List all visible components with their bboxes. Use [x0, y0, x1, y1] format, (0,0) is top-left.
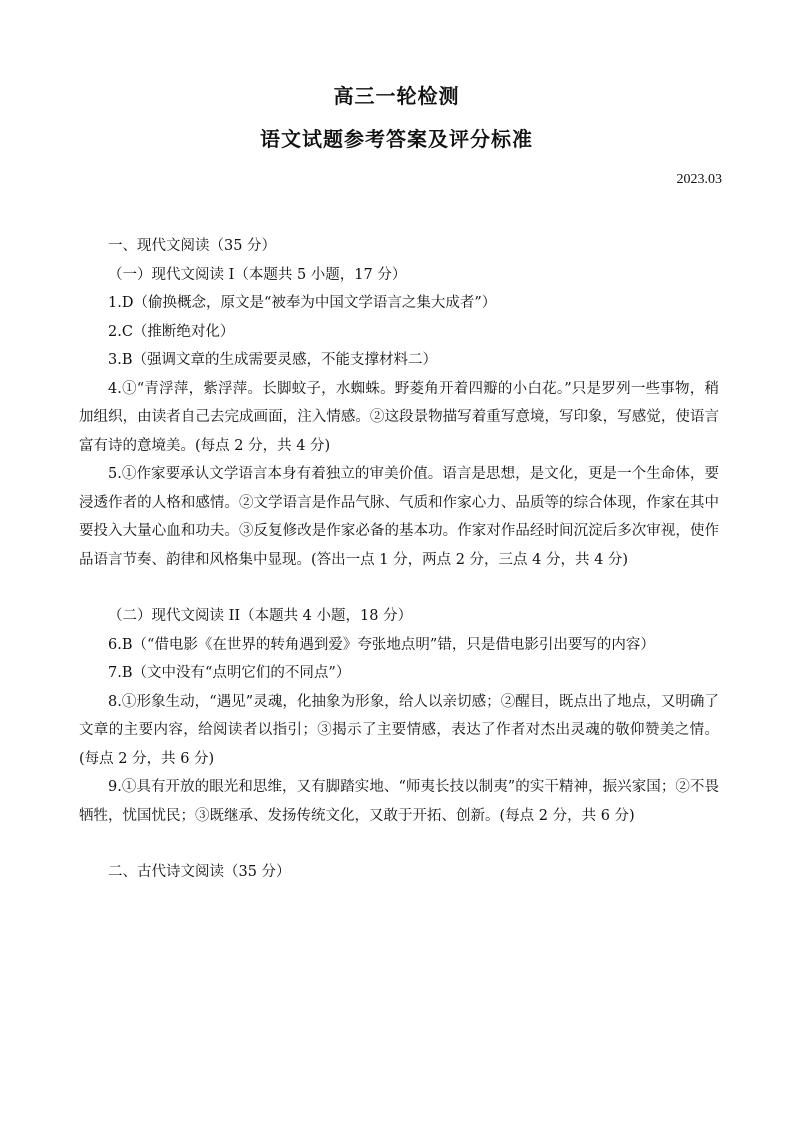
- document-body: [79, 232, 719, 887]
- spacer: [79, 574, 719, 602]
- part-heading-modern-reading-2: （二）现代文阅读 II（本题共 4 小题，18 分）: [108, 608, 413, 624]
- answer-6: 6.B（“借电影《在世界的转角遇到爱》夸张地点明”错，只是借电影引出要写的内容）: [108, 636, 655, 653]
- answer-7: 7.B（文中没有“点明它们的不同点”）: [108, 665, 351, 681]
- answer-8: 8.①形象生动，“遇见”灵魂，化抽象为形象，给人以亲切感；②醒目，既点出了地点，又明确了文章的主要内容，给阅读者以指引；③揭示了主要情感，表达了作者对杰出灵魂的敬仰赞美之情。(每点 2 分，共 6 分): [79, 693, 719, 767]
- section-heading-classical-reading: 二、古代诗文阅读（35 分）: [108, 864, 291, 880]
- section-heading-modern-reading: 一、现代文阅读（35 分）: [108, 238, 277, 254]
- answer-1: 1.D（偷换概念，原文是“被奉为中国文学语言之集大成者”）: [108, 295, 497, 311]
- spacer: [79, 830, 719, 858]
- document-title: 高三一轮检测: [333, 84, 460, 108]
- answer-9: 9.①具有开放的眼光和思维，又有脚踏实地、“师夷长技以制夷”的实干精神，振兴家国；②不畏牺牲，忧国忧民；③既继承、发扬传统文化，又敢于开拓、创新。(每点 2 分，共 6 分): [79, 779, 719, 824]
- part-heading-modern-reading-1: （一）现代文阅读 I（本题共 5 小题，17 分）: [108, 266, 407, 283]
- answer-4: 4.①“青浮萍，紫浮萍。长脚蚊子，水蜘蛛。野菱角开着四瓣的小白花。”只是罗列一些事物，稍加组织，由读者自己去完成画面，注入情感。②这段景物描写着重写意境，写印象，写感觉，使语言富有诗的意境美。(每点 2 分，共 4 分): [79, 380, 719, 454]
- answer-3: 3.B（强调文章的生成需要灵感，不能支撑材料二）: [108, 352, 437, 368]
- document-date: 2023.03: [676, 172, 722, 187]
- answer-5: 5.①作家要承认文学语言本身有着独立的审美价值。语言是思想，是文化，更是一个生命体，要浸透作者的人格和感情。②文学语言是作品气脉、气质和作家心力、品质等的综合体现，作家在其中要投入大量心血和功夫。③反复修改是作家必备的基本功。作家对作品经时间沉淀后多次审视，使作品语言节奏、韵律和风格集中显现。(答出一点 1 分，两点 2 分，三点 4 分，共 4 分): [79, 466, 719, 568]
- answer-2: 2.C（推断绝对化）: [108, 323, 235, 340]
- document-subtitle: 语文试题参考答案及评分标准: [260, 127, 533, 151]
